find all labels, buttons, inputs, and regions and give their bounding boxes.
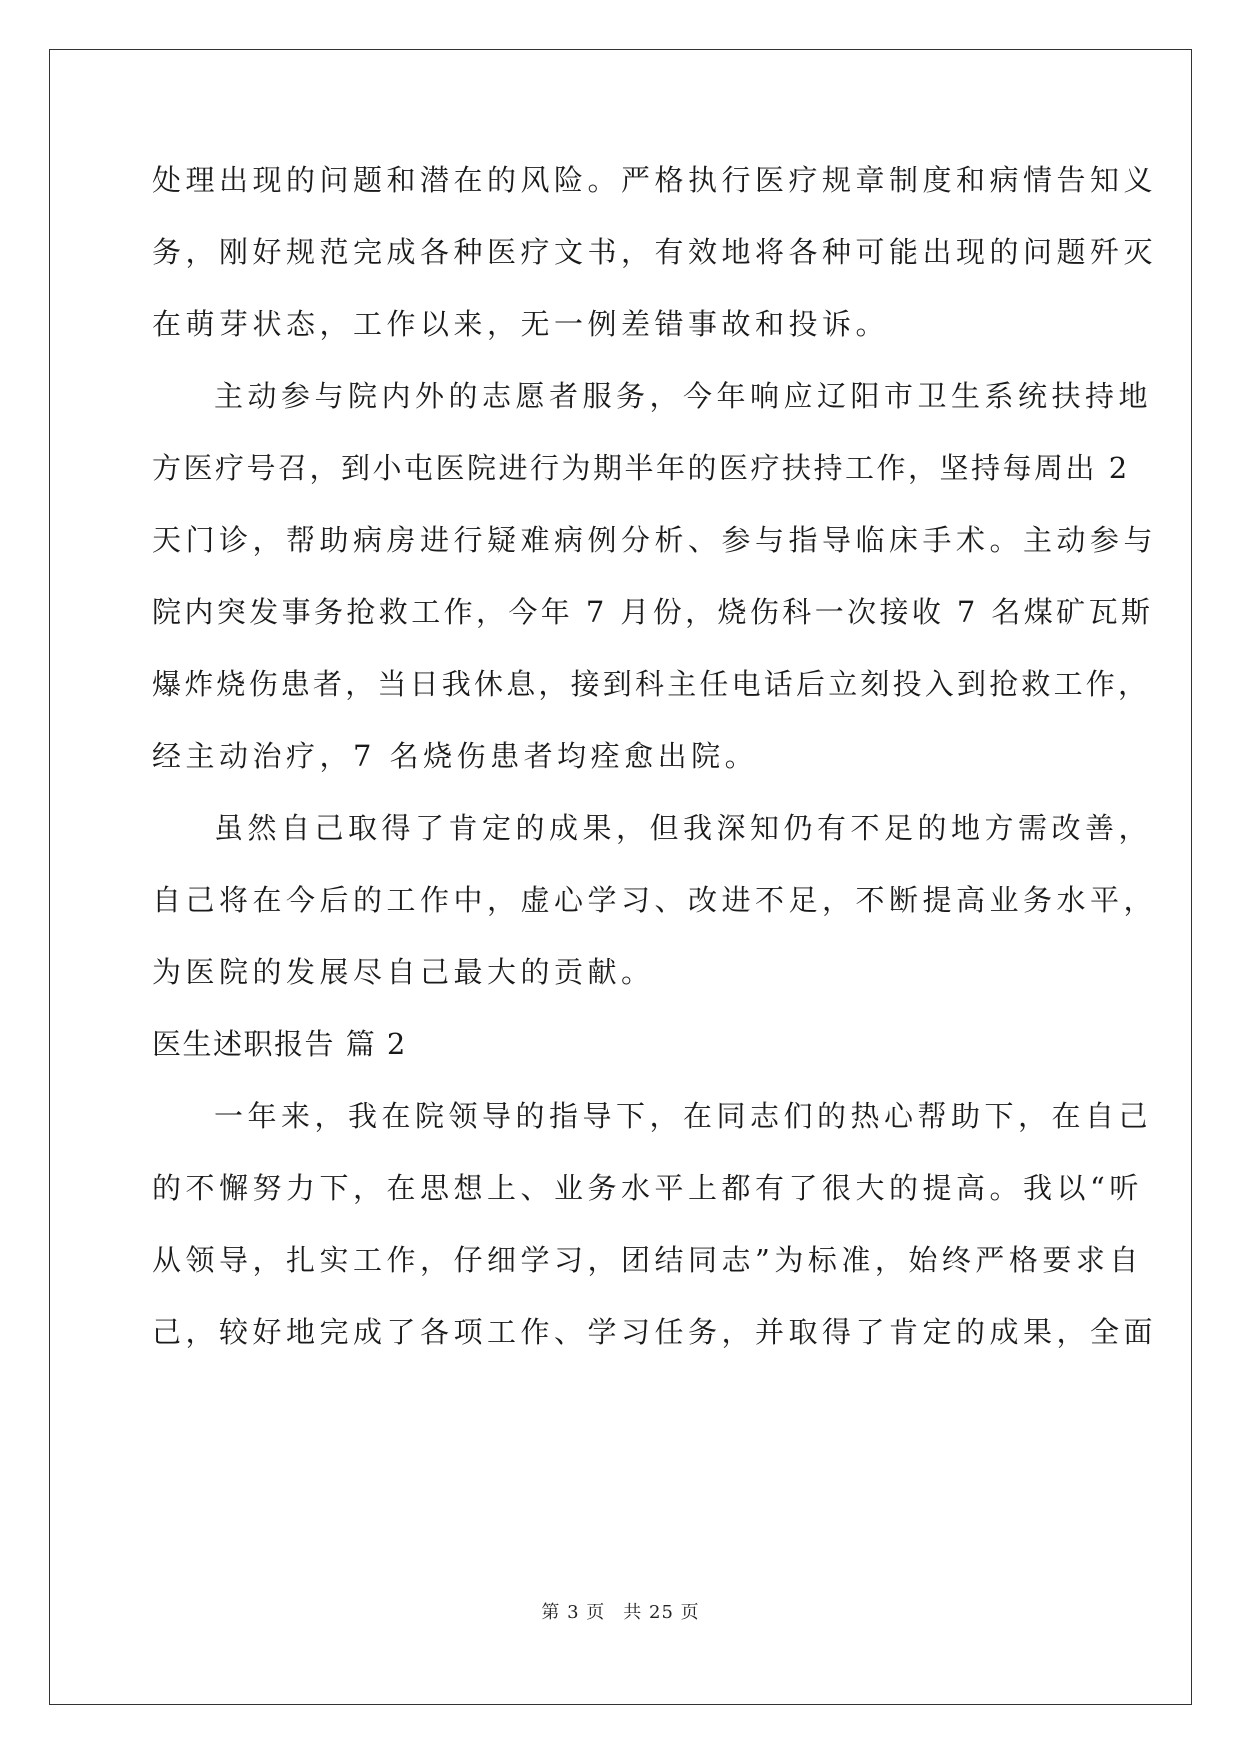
text-line: 天门诊，帮助病房进行疑难病例分析、参与指导临床手术。主动参与 (152, 523, 1158, 557)
text-line: 从领导，扎实工作，仔细学习，团结同志”为标准，始终严格要求自 (152, 1243, 1143, 1277)
text-line: 方医疗号召，到小屯医院进行为期半年的医疗扶持工作，坚持每周出 2 (152, 451, 1130, 485)
text-line: 处理出现的问题和潜在的风险。严格执行医疗规章制度和病情告知义 (152, 163, 1158, 197)
text-line: 己，较好地完成了各项工作、学习任务，并取得了肯定的成果，全面 (152, 1315, 1158, 1349)
text-line: 经主动治疗，7 名烧伤患者均痊愈出院。 (152, 739, 759, 773)
text-line: 为医院的发展尽自己最大的贡献。 (152, 955, 655, 989)
paragraph-start-line: 主动参与院内外的志愿者服务，今年响应辽阳市卫生系统扶持地 (214, 379, 1153, 413)
paragraph-start-line: 一年来，我在院领导的指导下，在同志们的热心帮助下，在自己 (214, 1099, 1153, 1133)
page-total: 共 25 页 (623, 1602, 700, 1623)
page-number: 第 3 页 (541, 1602, 606, 1623)
text-line: 爆炸烧伤患者，当日我休息，接到科主任电话后立刻投入到抢救工作， (152, 667, 1151, 701)
text-line: 务，刚好规范完成各种医疗文书，有效地将各种可能出现的问题歼灭 (152, 235, 1158, 269)
text-line: 的不懈努力下，在思想上、业务水平上都有了很大的提高。我以“听 (152, 1171, 1143, 1205)
text-line: 自己将在今后的工作中，虚心学习、改进不足，不断提高业务水平， (152, 883, 1158, 917)
page-border (49, 49, 1192, 1705)
text-line: 在萌芽状态，工作以来，无一例差错事故和投诉。 (152, 307, 890, 341)
section-heading: 医生述职报告 篇 2 (152, 1027, 407, 1061)
text-line: 院内突发事务抢救工作，今年 7 月份，烧伤科一次接收 7 名煤矿瓦斯 (152, 595, 1154, 629)
page-footer (0, 1598, 1241, 1624)
paragraph-start-line: 虽然自己取得了肯定的成果，但我深知仍有不足的地方需改善， (214, 811, 1153, 845)
